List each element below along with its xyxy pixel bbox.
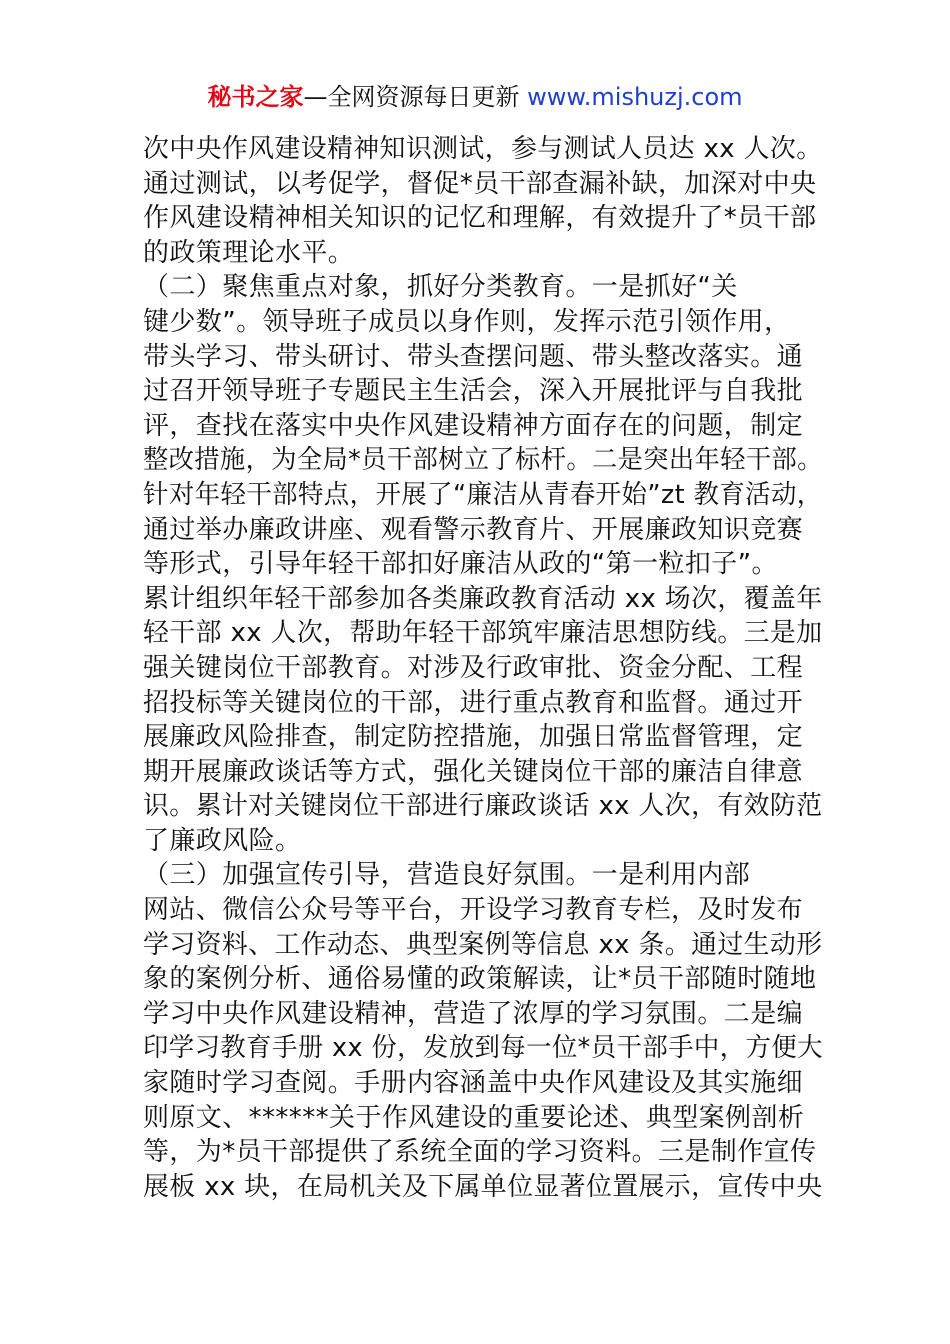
text-line: 针对年轻干部特点，开展了“廉洁从青春开始”zt 教育活动， <box>143 479 823 510</box>
site-url[interactable]: www.mishuzj.com <box>527 83 743 111</box>
text-line: （二）聚焦重点对象，抓好分类教育。一是抓好“关 <box>143 272 738 303</box>
text-line: 象的案例分析、通俗易懂的政策解读，让*员干部随时随地 <box>143 964 817 995</box>
text-line: 过召开领导班子专题民主生活会，深入开展批评与自我批 <box>143 376 804 407</box>
text-line: 累计组织年轻干部参加各类廉政教育活动 xx 场次，覆盖年 <box>143 583 823 614</box>
site-name: 秘书之家 <box>207 83 304 111</box>
text-line: 等形式，引导年轻干部扣好廉洁从政的“第一粒扣子”。 <box>143 549 778 580</box>
text-line: 通过测试，以考促学，督促*员干部查漏补缺，加深对中央 <box>143 168 817 199</box>
text-line: 学习中央作风建设精神，营造了浓厚的学习氛围。二是编 <box>143 998 804 1029</box>
text-line: 招投标等关键岗位的干部，进行重点教育和监督。通过开 <box>143 687 804 718</box>
text-line: 整改措施，为全局*员干部树立了标杆。二是突出年轻干部。 <box>143 445 823 476</box>
text-line: （三）加强宣传引导，营造良好氛围。一是利用内部 <box>143 860 751 891</box>
site-tagline: —全网资源每日更新 <box>303 83 528 111</box>
text-line: 评，查找在落实中央作风建设精神方面存在的问题，制定 <box>143 410 804 441</box>
text-line: 等，为*员干部提供了系统全面的学习资料。三是制作宣传 <box>143 1137 817 1168</box>
text-line: 识。累计对关键岗位干部进行廉政谈话 xx 人次，有效防范 <box>143 791 823 822</box>
text-line: 轻干部 xx 人次，帮助年轻干部筑牢廉洁思想防线。三是加 <box>143 618 823 649</box>
text-line: 网站、微信公众号等平台，开设学习教育专栏，及时发布 <box>143 895 804 926</box>
text-line: 带头学习、带头研讨、带头查摆问题、带头整改落实。通 <box>143 341 804 372</box>
text-line: 键少数”。领导班子成员以身作则，发挥示范引领作用， <box>143 306 791 337</box>
text-line: 强关键岗位干部教育。对涉及行政审批、资金分配、工程 <box>143 652 804 683</box>
text-line: 的政策理论水平。 <box>143 237 355 268</box>
site-header <box>0 80 950 114</box>
text-line: 学习资料、工作动态、典型案例等信息 xx 条。通过生动形 <box>143 929 823 960</box>
text-line: 通过举办廉政讲座、观看警示教育片、开展廉政知识竞赛 <box>143 514 804 545</box>
document-body <box>143 132 823 1204</box>
text-line: 印学习教育手册 xx 份，发放到每一位*员干部手中，方便大 <box>143 1033 823 1064</box>
text-line: 了廉政风险。 <box>143 825 302 856</box>
text-line: 期开展廉政谈话等方式，强化关键岗位干部的廉洁自律意 <box>143 756 804 787</box>
text-line: 展廉政风险排查，制定防控措施，加强日常监督管理，定 <box>143 722 804 753</box>
text-line: 则原文、******关于作风建设的重要论述、典型案例剖析 <box>143 1102 805 1133</box>
text-line: 作风建设精神相关知识的记忆和理解，有效提升了*员干部 <box>143 203 817 234</box>
text-line: 展板 xx 块，在局机关及下属单位显著位置展示，宣传中央 <box>143 1171 823 1202</box>
text-line: 次中央作风建设精神知识测试，参与测试人员达 xx 人次。 <box>143 134 823 164</box>
text-line: 家随时学习查阅。手册内容涵盖中央作风建设及其实施细 <box>143 1068 804 1099</box>
